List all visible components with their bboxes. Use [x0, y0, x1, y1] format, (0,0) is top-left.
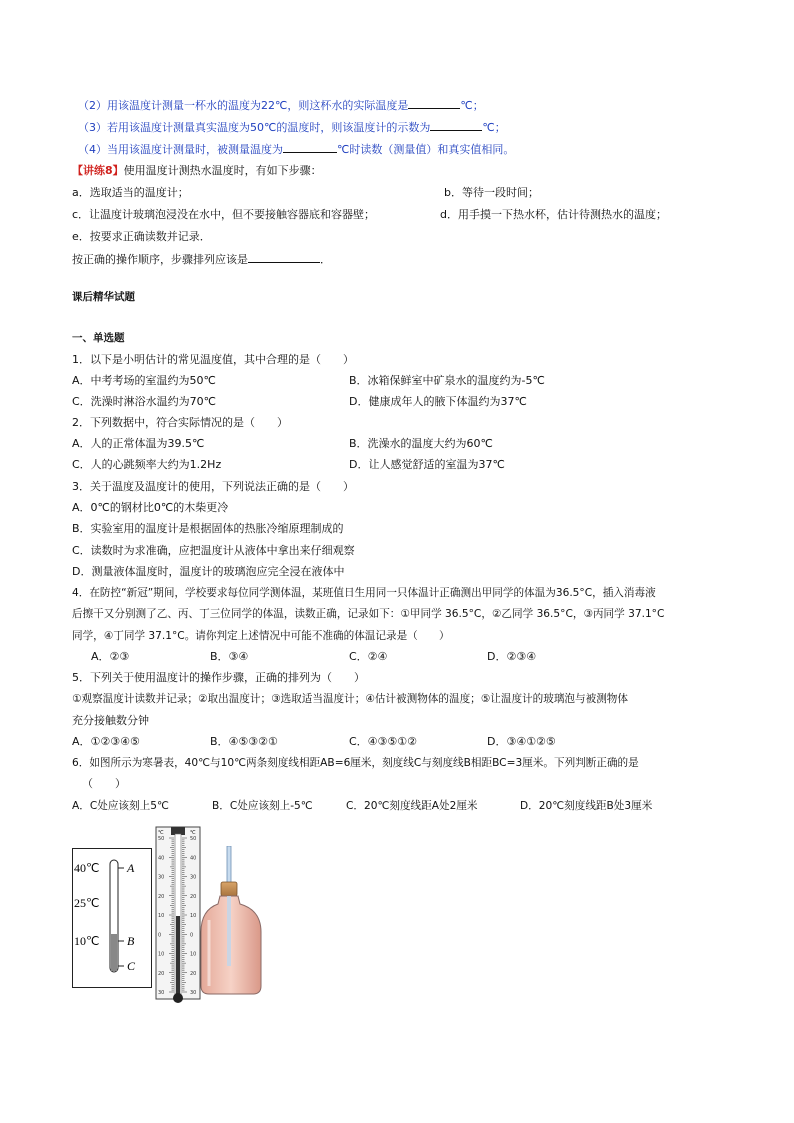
question-1-stem: 1．以下是小明估计的常见温度值，其中合理的是（ ）	[72, 353, 354, 366]
tick-label: 50	[190, 836, 197, 842]
label-c: C	[127, 959, 136, 973]
label-25c: 25℃	[74, 896, 100, 910]
exercise-tag: 【讲练8】	[72, 164, 124, 177]
step-d: d．用手摸一下热水杯，估计待测热水的温度；	[440, 208, 667, 221]
tick-label: 20	[190, 893, 197, 900]
wall-thermometer-illustration	[155, 826, 201, 1008]
tick-label: 50	[158, 836, 165, 842]
question-5-stem-2: ①观察温度计读数并记录；②取出温度计；③选取适当温度计；④估计被测物体的温度；⑤让温度计的玻璃泡与被测物体	[72, 693, 628, 705]
thermometer-diagram	[72, 848, 152, 988]
option-a[interactable]: A．中考考场的室温约为50℃	[72, 374, 216, 387]
step-b: b．等待一段时间；	[444, 186, 539, 199]
unit-label-right: ℃	[190, 830, 196, 836]
question-4-stem-3: 同学，④丁同学 37.1°C。请你判定上述情况中可能不准确的体温记录是（ ）	[72, 630, 450, 642]
tick-label: 30	[158, 874, 165, 881]
tick-label: 10	[190, 913, 197, 919]
question-5-stem-3: 充分接触数分钟	[72, 714, 149, 727]
option-d[interactable]: D．测量液体温度时，温度计的玻璃泡应完全浸在液体中	[72, 565, 345, 578]
answer-blank[interactable]	[408, 97, 460, 109]
question-3-stem: 3．关于温度及温度计的使用，下列说法正确的是（ ）	[72, 480, 354, 493]
line-text: 按正确的操作顺序，步骤排列应该是	[72, 253, 248, 266]
tick-label: 10	[158, 913, 165, 919]
option-d[interactable]: D．②③④	[487, 650, 537, 663]
label-b: B	[127, 934, 135, 948]
option-d[interactable]: D．让人感觉舒适的室温为37℃	[349, 458, 505, 471]
tick-label: 20	[158, 893, 165, 900]
tick-label: 30	[190, 874, 197, 881]
tick-label: 20	[190, 970, 197, 977]
tick-label: 40	[190, 855, 197, 862]
question-5-stem: 5．下列关于使用温度计的操作步骤，正确的排列为（ ）	[72, 671, 365, 684]
step-e: e．按要求正确读数并记录．	[72, 230, 211, 243]
answer-blank[interactable]	[248, 251, 320, 263]
answer-blank[interactable]	[283, 141, 337, 153]
option-c[interactable]: C．读数时为求准确，应把温度计从液体中拿出来仔细观察	[72, 544, 355, 557]
question-6-stem-2: （ ）	[82, 777, 126, 790]
step-a: a．选取适当的温度计；	[72, 186, 189, 199]
question-line-2	[78, 97, 484, 114]
option-c[interactable]: C．人的心跳频率大约为1.2Hz	[72, 458, 222, 471]
tick-label: 10	[190, 951, 197, 958]
line-text: （4）当用该温度计测量时，被测量温度为	[78, 143, 283, 156]
tick-label: 0	[190, 932, 194, 939]
exercise-text: 使用温度计测热水温度时，有如下步骤：	[123, 164, 322, 177]
section-title: 课后精华试题	[72, 291, 135, 303]
option-b[interactable]: B．冰箱保鲜室中矿泉水的温度约为-5℃	[349, 374, 545, 387]
option-c[interactable]: C．洗澡时淋浴水温约为70℃	[72, 395, 217, 408]
exercise-8	[72, 163, 322, 179]
option-b[interactable]: B．洗澡水的温度大约为60℃	[349, 437, 493, 450]
line-text: （3）若用该温度计测量真实温度为50℃的温度时，则该温度计的示数为	[78, 121, 431, 134]
question-6-stem: 6．如图所示为寒暑表，40℃与10℃两条刻度线相距AB=6厘米，刻度线C与刻度线B相距BC=3厘米。下列判断正确的是	[72, 757, 639, 769]
tick-label: 10	[158, 951, 165, 958]
question-line-4	[78, 141, 514, 158]
option-a[interactable]: A．C处应该刻上5℃	[72, 800, 169, 812]
label-a: A	[127, 861, 135, 875]
option-c[interactable]: C．④③⑤①②	[349, 735, 417, 748]
label-10c: 10℃	[74, 934, 100, 948]
bottle-with-tube-illustration	[199, 846, 265, 996]
option-b[interactable]: B．实验室用的温度计是根据固体的热胀冷缩原理制成的	[72, 522, 344, 535]
line-text: ℃时读数（测量值）和真实值相同。	[337, 143, 515, 156]
option-b[interactable]: B．③④	[210, 650, 249, 663]
answer-blank[interactable]	[430, 119, 482, 131]
step-order-line	[72, 251, 331, 268]
option-d[interactable]: D．③④①②⑤	[487, 735, 556, 748]
part-title: 一、单选题	[72, 332, 125, 344]
option-c[interactable]: C．②④	[349, 650, 388, 663]
option-b[interactable]: B．④⑤③②①	[210, 735, 278, 748]
option-a[interactable]: A．②③	[91, 650, 130, 663]
tick-label: 30	[158, 990, 165, 996]
option-d[interactable]: D．健康成年人的腋下体温约为37℃	[349, 395, 527, 408]
option-a[interactable]: A．0℃的钢材比0℃的木柴更冷	[72, 501, 229, 514]
label-40c: 40℃	[74, 861, 100, 875]
question-line-3	[78, 119, 506, 136]
question-2-stem: 2．下列数据中，符合实际情况的是（ ）	[72, 416, 288, 429]
tick-label: 20	[158, 970, 165, 977]
question-4-stem-2: 后擦干又分别测了乙、丙、丁三位同学的体温，读数正确，记录如下：①甲同学 36.5°C，②乙同学 36.5°C，③丙同学 37.1°C	[72, 608, 665, 620]
tick-label: 40	[158, 855, 165, 862]
option-b[interactable]: B．C处应该刻上-5℃	[212, 800, 313, 812]
option-a[interactable]: A．人的正常体温为39.5℃	[72, 437, 205, 450]
tick-label: 30	[190, 990, 197, 996]
step-c: c．让温度计玻璃泡浸没在水中，但不要接触容器底和容器壁；	[72, 208, 376, 221]
option-c[interactable]: C．20℃刻度线距A处2厘米	[346, 800, 478, 812]
question-4-stem: 4．在防控“新冠”期间，学校要求每位同学测体温，某班值日生用同一只体温计正确测出甲同学的体温为36.5°C，插入消毒液	[72, 587, 656, 599]
tick-label: 0	[158, 932, 162, 939]
unit-text: ℃；	[460, 99, 484, 112]
option-a[interactable]: A．①②③④⑤	[72, 735, 140, 748]
unit-text: ℃；	[482, 121, 506, 134]
line-text: ．	[320, 253, 331, 266]
option-d[interactable]: D．20℃刻度线距B处3厘米	[520, 800, 653, 812]
line-text: （2）用该温度计测量一杯水的温度为22℃，则这杯水的实际温度是	[78, 99, 409, 112]
unit-label-left: ℃	[158, 830, 164, 836]
